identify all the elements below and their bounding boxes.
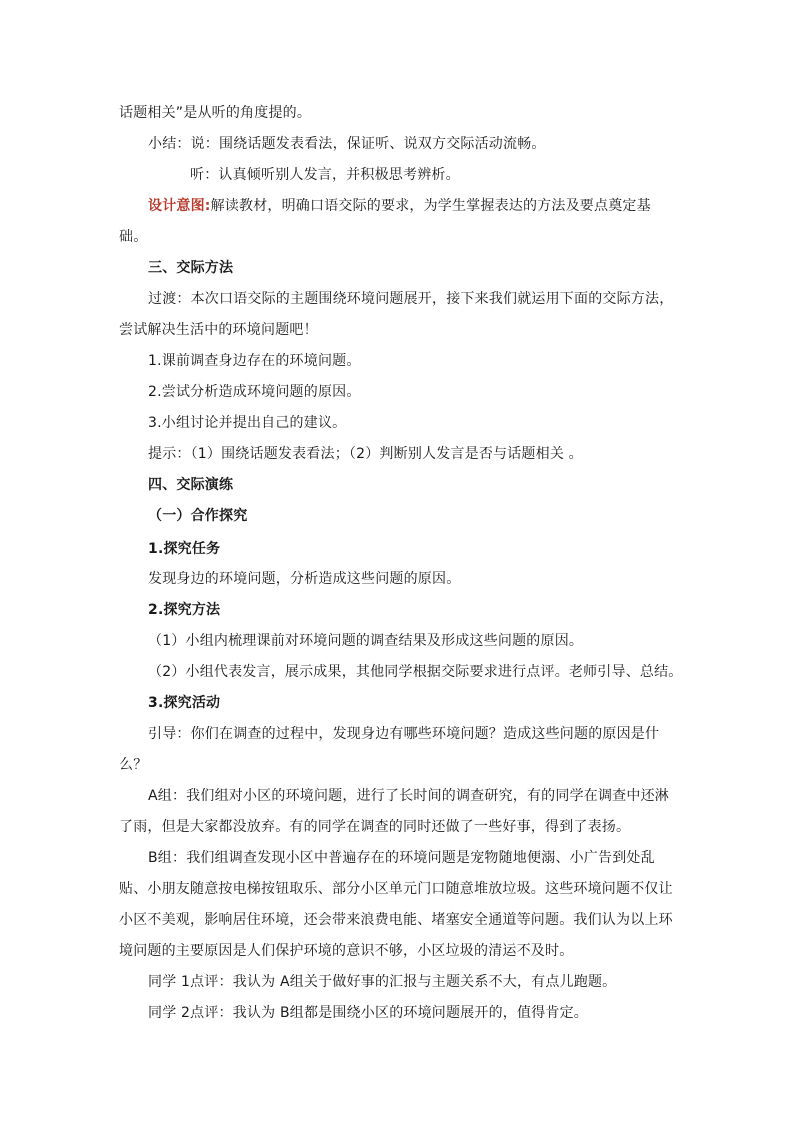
- section-heading: 四、交际演练: [148, 477, 234, 493]
- section-heading: 三、交际方法: [148, 260, 234, 276]
- comment-line: 同学 1点评：我认为 A组关于做好事的汇报与主题关系不大，有点儿跑题。: [148, 974, 617, 990]
- design-intent-label: 设计意图:: [148, 198, 211, 214]
- text-line: 尝试解决生活中的环境问题吧！: [119, 322, 318, 338]
- text-line: 础。: [119, 229, 148, 245]
- text-line: 引导：你们在调查的过程中，发现身边有哪些环境问题？造成这些问题的原因是什: [148, 726, 660, 742]
- text-line: 贴、小朋友随意按电梯按钮取乐、部分小区单元门口随意堆放垃圾。这些环境问题不仅让: [119, 881, 673, 897]
- text-line: 小区不美观，影响居住环境，还会带来浪费电能、堵塞安全通道等问题。我们认为以上环: [119, 912, 673, 928]
- design-intent-text: 解读教材，明确口语交际的要求，为学生掌握表达的方法及要点奠定基: [210, 198, 651, 214]
- text-line: 过渡：本次口语交际的主题围绕环境问题展开，接下来我们就运用下面的交际方法，: [148, 291, 674, 307]
- text-line: A组：我们组对小区的环境问题，进行了长时间的调查研究，有的同学在调查中还淋: [148, 788, 669, 804]
- list-item: （2）小组代表发言，展示成果，其他同学根据交际要求进行点评。老师引导、总结。: [148, 664, 683, 680]
- list-item: （1）小组内梳理课前对环境问题的调查结果及形成这些问题的原因。: [148, 633, 584, 649]
- comment-line: 同学 2点评：我认为 B组都是围绕小区的环境问题展开的，值得肯定。: [148, 1005, 589, 1021]
- text-line: 了雨，但是大家都没放弃。有的同学在调查的同时还做了一些好事，得到了表扬。: [119, 819, 631, 835]
- text-line: 发现身边的环境问题，分析造成这些问题的原因。: [148, 571, 461, 587]
- subsection-heading: （一）合作探究: [148, 508, 248, 524]
- summary-line: 听：认真倾听别人发言，并积极思考辨析。: [190, 167, 460, 183]
- subsection-heading: 1.探究任务: [148, 541, 221, 557]
- design-intent-line: [148, 196, 651, 216]
- list-item: 2.尝试分析造成环境问题的原因。: [148, 384, 361, 400]
- hint-line: 提示：（1）围绕话题发表看法；（2）判断别人发言是否与话题相关 。: [148, 446, 583, 462]
- subsection-heading: 2.探究方法: [148, 602, 221, 618]
- subsection-heading: 3.探究活动: [148, 695, 221, 711]
- text-line: 话题相关”是从听的角度提的。: [119, 105, 312, 121]
- text-line: 境问题的主要原因是人们保护环境的意识不够，小区垃圾的清运不及时。: [119, 943, 574, 959]
- text-line: B组：我们组调查发现小区中普遍存在的环境问题是宠物随地便溺、小广告到处乱: [148, 850, 655, 866]
- list-item: 3.小组讨论并提出自己的建议。: [148, 415, 347, 431]
- text-line: 么？: [119, 757, 148, 773]
- list-item: 1.课前调查身边存在的环境问题。: [148, 353, 361, 369]
- summary-line: 小结：说：围绕话题发表看法，保证听、说双方交际活动流畅。: [148, 136, 546, 152]
